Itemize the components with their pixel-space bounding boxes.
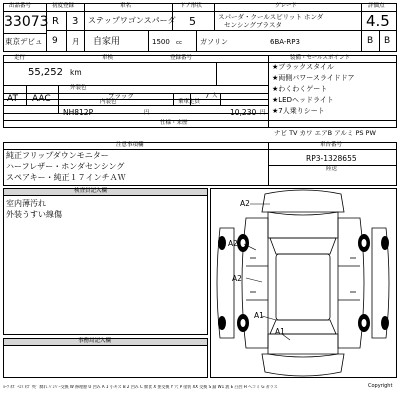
displacement-unit: cc [176, 40, 183, 46]
equipment-item: ★両側パワースライドドア [272, 74, 355, 82]
year: 3 [72, 16, 79, 27]
mileage-unit: km [70, 68, 82, 77]
fuel: ガソリン [200, 38, 228, 46]
mileage-value: 55,252 [28, 67, 63, 78]
note-line: スペアキー・純正１７インチＡＷ [6, 173, 126, 182]
note-line: 純正フリップダウンモニター [6, 151, 109, 160]
note-line: ハーフレザー・ホンダセンシング [6, 162, 125, 171]
overall-score: 4.5 [366, 12, 390, 30]
door-count: 5 [189, 15, 196, 28]
color-code: NH812P [63, 108, 94, 117]
label-notes: 注意事項欄 [116, 142, 144, 148]
label-int-color: 内装色 [100, 99, 117, 105]
capacity-unit: 人 [212, 93, 218, 99]
damage-code: A1 [275, 327, 285, 336]
footer-legend: ﾙｰﾌ ｷｽﾞ ﾍｺﾐ ｷｽﾞ ｻﾋﾞ 腐れ ﾊﾞﾝﾊﾟｰ交換 W 修理歴 U 凹み A 1 小キズ B 2 凹み C 腐食 X 要交換 Y 穴 P 塗装 XX 交換 S 錆 W1 波 E 凸凹 H ヘコミ G ガラス [3, 385, 278, 389]
label-capacity: 乗車定員 [178, 99, 201, 105]
ext-color: ブラック [108, 92, 134, 100]
label-grade: グレード [275, 3, 298, 9]
label-inspection: 車検 [102, 55, 114, 61]
month: 9 [52, 36, 58, 46]
transmission: AT [7, 94, 18, 104]
label-lot-no: 出品番号 [9, 3, 32, 9]
inspector-note: 外装うすい線傷 [6, 210, 62, 219]
equipment-item: ★ブラックスタイル [272, 63, 334, 71]
options-line: ナビ TV カワ エアB アルミ PS PW [274, 129, 376, 137]
label-score: 評価点 [368, 3, 385, 9]
label-inspector: 検査員記入欄 [74, 188, 108, 194]
car-name: ステップワゴンスパーダ [88, 16, 176, 25]
model-code: 6BA-RP3 [270, 38, 300, 46]
car-diagram [210, 188, 397, 378]
venue: 東京デビュ [5, 37, 43, 46]
label-office: 事務局記入欄 [78, 338, 112, 344]
interior-score: B [367, 36, 374, 46]
era: R [52, 16, 59, 27]
capacity: 7 [205, 92, 210, 100]
label-car-name: 車名 [120, 3, 132, 9]
equipment-item: ★わくわくゲート [272, 85, 328, 93]
aircon: AAC [32, 94, 51, 104]
price-unit: 円 [144, 110, 150, 116]
grade-line-2: センシングブラスタ [224, 21, 282, 29]
label-history: 仕様・来歴 [160, 120, 188, 126]
grade-line-1: スパーダ・クールスピリット ホンダ [218, 13, 324, 21]
chassis-number: RP3-1328655 [306, 154, 357, 163]
label-ext-color: 外装色 [70, 85, 87, 91]
footer-logo: Copyright [368, 383, 393, 389]
damage-code: A1 [254, 311, 264, 320]
label-transport: 陸送 [326, 166, 338, 172]
label-chassis: 車台番号 [320, 142, 343, 148]
recycle-fee-unit: 円 [260, 110, 266, 116]
label-mileage: 走行 [14, 55, 26, 61]
exterior-score: B [384, 36, 391, 46]
equipment-item: ★7人乗りシート [272, 107, 325, 115]
label-equipment: 装備・セールスポイント [290, 55, 351, 61]
inspector-note: 室内薄汚れ [6, 199, 46, 208]
damage-code: A2 [232, 274, 242, 283]
recycle-fee: 10,230 [230, 108, 257, 117]
lot-number: 33073 [4, 14, 49, 30]
label-doors: ドア形状 [180, 3, 202, 9]
damage-code: A2 [228, 239, 238, 248]
equipment-item: ★LEDヘッドライト [272, 96, 334, 104]
specs-block [3, 55, 397, 128]
label-prev-reg: 登録番号 [170, 55, 193, 61]
label-first-reg: 初度登録 [52, 3, 75, 9]
month-unit: 月 [72, 37, 80, 46]
damage-code: A2 [240, 199, 250, 208]
usage: 自家用 [93, 37, 121, 47]
displacement: 1500 [152, 38, 170, 46]
